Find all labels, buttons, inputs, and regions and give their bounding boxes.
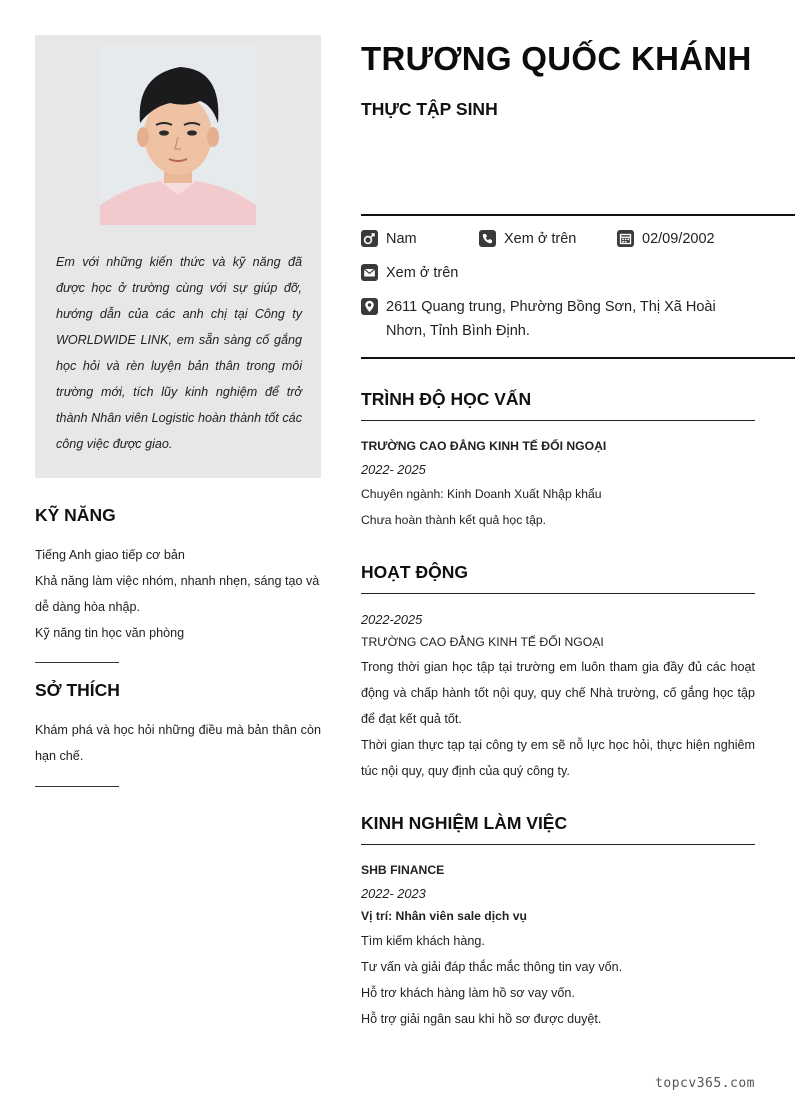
divider <box>361 420 755 421</box>
map-pin-icon <box>361 298 378 315</box>
gender-value: Nam <box>386 231 417 247</box>
activities-org: TRƯỜNG CAO ĐẲNG KINH TẾ ĐỐI NGOẠI <box>361 635 604 649</box>
birthday-value: 02/09/2002 <box>642 231 715 247</box>
duty-item: Hỗ trơ khách hàng làm hồ sơ vay vốn. <box>361 986 575 1000</box>
birthday-info <box>617 227 715 251</box>
address-value: 2611 Quang trung, Phường Bồng Sơn, Thị Xã Hoài Nhơn, Tỉnh Bình Định. <box>386 299 716 339</box>
gender-info <box>361 227 417 251</box>
phone-icon <box>479 230 496 247</box>
hobbies-text: Khám phá và học hỏi những điều mà bản thân còn hạn chế. <box>35 723 321 763</box>
divider <box>361 214 795 216</box>
education-period: 2022- 2025 <box>361 462 426 477</box>
phone-info <box>479 227 576 251</box>
skill-item: Kỹ năng tin học văn phòng <box>35 626 185 640</box>
skills-heading: KỸ NĂNG <box>35 505 116 525</box>
experience-period: 2022- 2023 <box>361 886 426 901</box>
hobbies-heading: SỞ THÍCH <box>35 680 120 700</box>
career-summary: Em với những kiến thức và kỹ năng đã được học ở trường cùng với sự giúp đỡ, hướng dẫn của các anh chị tại Công ty WORLDWIDE LINK, em sẵn sàng cố gắng học hỏi và rèn luyện bản thân trong môi trường mới, tích lũy kinh nghiệm để trở thành Nhân viên Logistic hoàn thành tốt các công việc được giao. <box>56 255 302 451</box>
company-name: SHB FINANCE <box>361 863 445 877</box>
skills-list <box>35 542 321 646</box>
divider <box>361 844 755 845</box>
skill-item: Khả năng làm việc nhóm, nhanh nhẹn, sáng tạo và dễ dàng hòa nhập. <box>35 574 320 614</box>
job-title: THỰC TẬP SINH <box>361 99 498 119</box>
profile-photo <box>100 45 256 225</box>
email-info <box>361 261 458 285</box>
full-name: TRƯƠNG QUỐC KHÁNH <box>361 40 752 77</box>
profile-panel <box>35 35 321 478</box>
duty-item: Tìm kiếm khách hàng. <box>361 934 485 948</box>
brand-watermark[interactable]: topcv365.com <box>655 1076 755 1091</box>
phone-value: Xem ở trên <box>504 231 577 247</box>
education-status: Chưa hoàn thành kết quả học tập. <box>361 513 547 527</box>
activities-section <box>361 608 755 784</box>
divider <box>35 662 119 663</box>
education-heading: TRÌNH ĐỘ HỌC VẤN <box>361 389 532 409</box>
major: Chuyên ngành: Kinh Doanh Xuất Nhập khẩu <box>361 487 602 501</box>
person-portrait-icon <box>100 45 256 225</box>
activity-paragraph: Trong thời gian học tập tại trường em luôn tham gia đầy đủ các hoạt động và chấp hành tốt nội quy, quy chế Nhà trường, cố gắng học tập để đạt kết quả tốt. <box>361 660 755 726</box>
gender-icon <box>361 230 378 247</box>
school-name: TRƯỜNG CAO ĐẲNG KINH TẾ ĐỐI NGOẠI <box>361 439 607 453</box>
job-role: Vị trí: Nhân viên sale dịch vụ <box>361 909 527 923</box>
activities-period: 2022-2025 <box>361 612 423 627</box>
activity-paragraph: Thời gian thực tạp tại công ty em sẽ nỗ lực học hỏi, thực hiện nghiêm túc nội quy, quy định của quý công ty. <box>361 738 755 778</box>
experience-section <box>361 859 755 1032</box>
duty-item: Hỗ trợ giải ngân sau khi hồ sơ được duyệt. <box>361 1012 602 1026</box>
experience-heading: KINH NGHIỆM LÀM VIỆC <box>361 813 568 833</box>
activities-heading: HOẠT ĐỘNG <box>361 562 468 582</box>
divider <box>361 593 755 594</box>
divider <box>361 357 795 359</box>
skill-item: Tiếng Anh giao tiếp cơ bản <box>35 548 185 562</box>
address-info <box>361 295 731 343</box>
duty-item: Tư vấn và giải đáp thắc mắc thông tin vay vốn. <box>361 960 623 974</box>
email-value: Xem ở trên <box>386 265 459 281</box>
divider <box>35 786 119 787</box>
email-icon <box>361 264 378 281</box>
education-section <box>361 435 755 533</box>
calendar-icon <box>617 230 634 247</box>
